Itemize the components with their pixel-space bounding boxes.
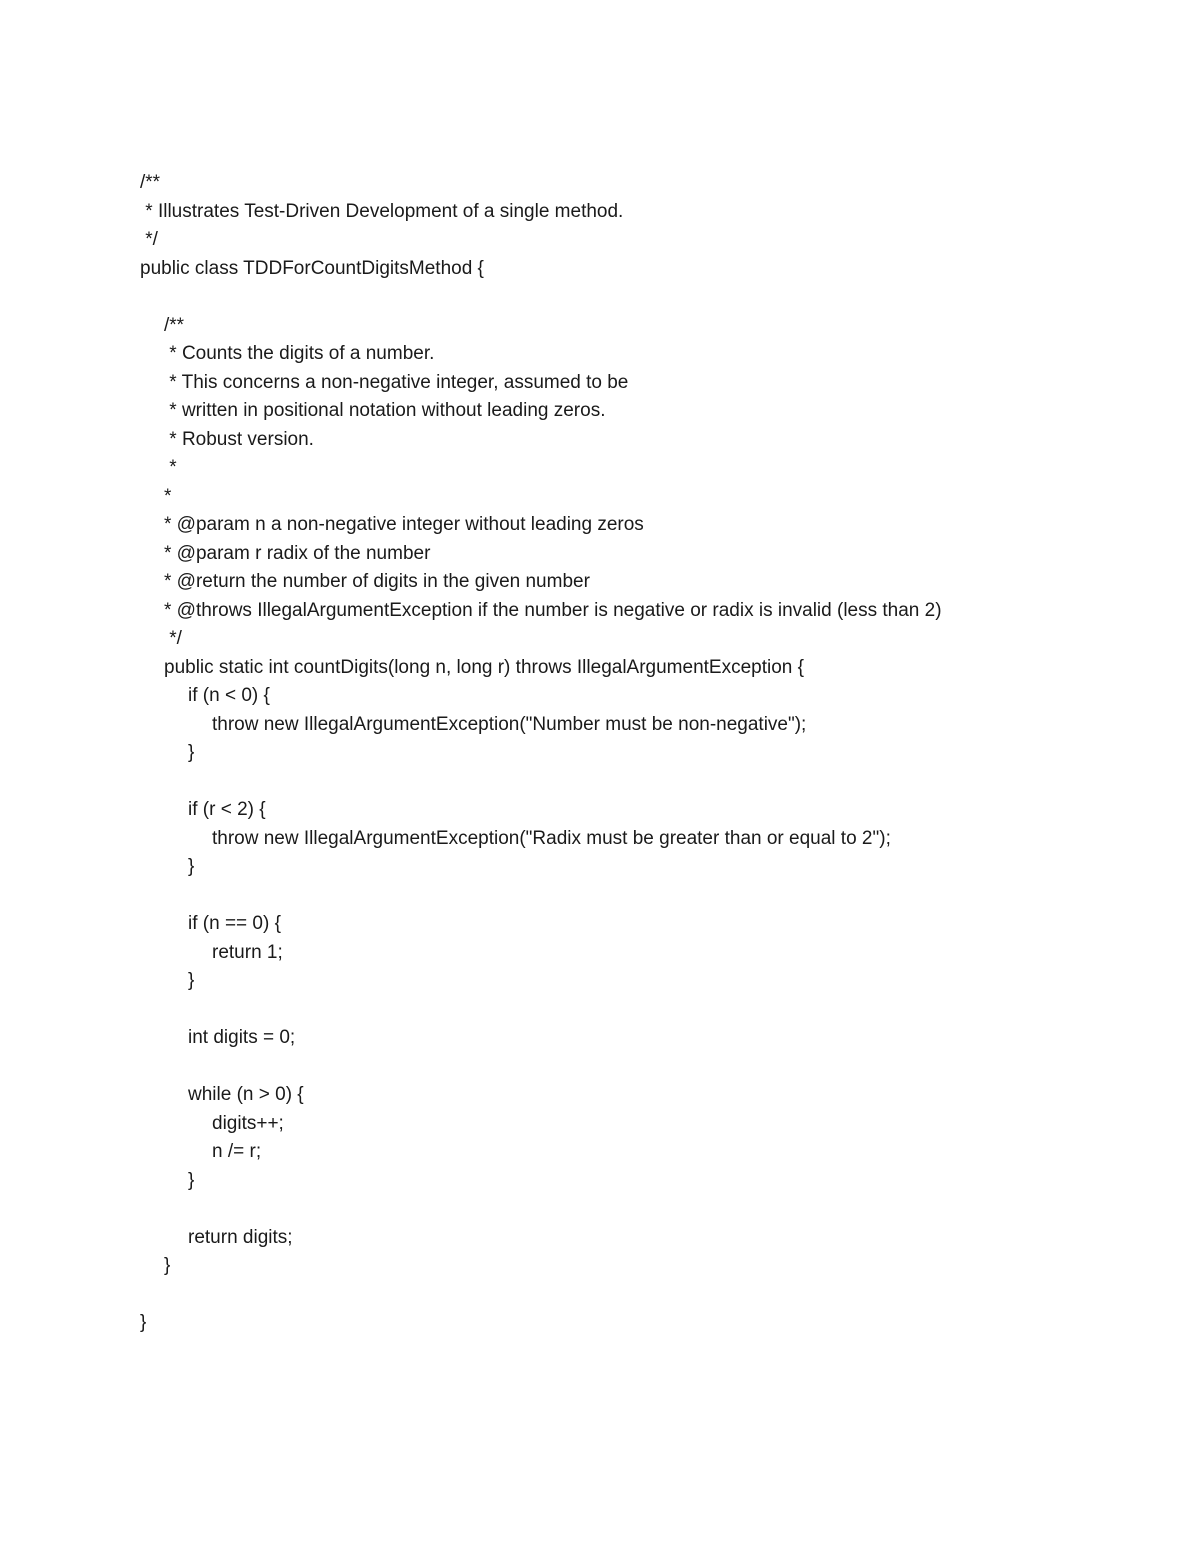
code-line: } bbox=[188, 742, 195, 763]
code-line: return 1; bbox=[212, 941, 283, 963]
blank-line bbox=[140, 768, 1140, 797]
blank-line bbox=[140, 283, 1140, 312]
blank-line bbox=[140, 996, 1140, 1025]
code-line: } bbox=[188, 1169, 195, 1191]
code-line: * Illustrates Test-Driven Development of a single method. bbox=[140, 200, 624, 222]
code-line: * @param n a non-negative integer without leading zeros bbox=[164, 514, 644, 535]
code-line: return digits; bbox=[188, 1226, 293, 1248]
blank-line bbox=[140, 1281, 1140, 1310]
code-line: public class TDDForCountDigitsMethod { bbox=[140, 257, 484, 279]
code-line: throw new IllegalArgumentException("Number must be non-negative"); bbox=[212, 713, 807, 735]
code-line: } bbox=[188, 970, 195, 991]
code-line: */ bbox=[140, 229, 158, 250]
code-line: } bbox=[164, 1255, 171, 1276]
code-line: throw new IllegalArgumentException("Radix must be greater than or equal to 2"); bbox=[212, 827, 891, 849]
code-line: * This concerns a non-negative integer, assumed to be bbox=[164, 371, 629, 393]
code-line: /** bbox=[140, 172, 161, 193]
code-line: * Robust version. bbox=[164, 428, 314, 450]
code-line: digits++; bbox=[212, 1112, 284, 1134]
code-line: * @param r radix of the number bbox=[164, 542, 431, 564]
code-line: if (n < 0) { bbox=[188, 685, 270, 706]
code-line: * @throws IllegalArgumentException if the number is negative or radix is invalid (less than 2) bbox=[164, 599, 942, 621]
code-line: public static int countDigits(long n, long r) throws IllegalArgumentException { bbox=[164, 656, 804, 678]
code-line: int digits = 0; bbox=[188, 1027, 296, 1048]
code-line: * @return the number of digits in the given number bbox=[164, 571, 590, 592]
blank-line bbox=[140, 1053, 1140, 1082]
blank-line bbox=[140, 882, 1140, 911]
code-line: * Counts the digits of a number. bbox=[164, 343, 435, 364]
code-line: if (n == 0) { bbox=[188, 913, 281, 934]
code-line: * written in positional notation without leading zeros. bbox=[164, 400, 606, 421]
code-line: * bbox=[164, 485, 172, 507]
code-line: while (n > 0) { bbox=[188, 1084, 304, 1105]
blank-line bbox=[140, 1195, 1140, 1224]
code-line: n /= r; bbox=[212, 1141, 262, 1162]
code-line: if (r < 2) { bbox=[188, 799, 266, 820]
code-line: * bbox=[164, 457, 177, 478]
code-line: /** bbox=[164, 314, 185, 336]
code-line: */ bbox=[164, 628, 182, 649]
code-listing bbox=[140, 169, 1140, 1338]
code-line: } bbox=[140, 1312, 147, 1333]
code-line: } bbox=[188, 856, 195, 877]
